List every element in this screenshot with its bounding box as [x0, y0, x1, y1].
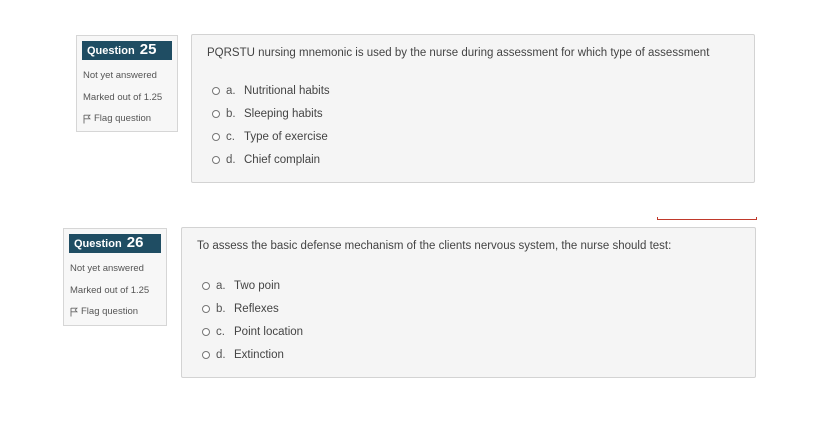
question-text: PQRSTU nursing mnemonic is used by the nurse during assessment for which type of assessment	[207, 47, 710, 59]
answer-letter: b.	[226, 107, 236, 120]
flag-question-label: Flag question	[81, 306, 139, 317]
question-info-box	[76, 35, 178, 132]
flag-question-label: Flag question	[94, 113, 152, 124]
answer-letter: b.	[216, 302, 226, 315]
answer-text: Nutritional habits	[244, 84, 330, 97]
question-status: Not yet answered	[70, 263, 144, 274]
radio-button[interactable]	[202, 305, 210, 313]
answer-text: Chief complain	[244, 153, 321, 166]
flag-icon	[83, 114, 91, 124]
radio-button[interactable]	[212, 156, 220, 164]
answer-option[interactable]	[202, 343, 303, 366]
answer-letter: c.	[216, 325, 225, 338]
radio-button[interactable]	[202, 282, 210, 290]
answer-option[interactable]	[202, 297, 303, 320]
question-number: 25	[139, 41, 157, 58]
flag-question-link[interactable]	[83, 113, 172, 124]
question-number-badge	[82, 41, 172, 60]
answer-option[interactable]	[212, 148, 330, 171]
answer-text: Sleeping habits	[244, 107, 323, 120]
answer-option[interactable]	[212, 125, 330, 148]
question-number-badge	[69, 234, 161, 253]
answer-text: Type of exercise	[244, 130, 328, 143]
answer-letter: d.	[226, 153, 236, 166]
question-label: Question	[74, 238, 122, 250]
answer-letter: a.	[226, 84, 236, 97]
radio-button[interactable]	[212, 133, 220, 141]
divider-accent	[657, 217, 757, 220]
answer-text: Point location	[234, 325, 304, 338]
answer-text: Reflexes	[234, 302, 279, 315]
answer-list	[202, 274, 303, 366]
answer-list	[212, 79, 330, 171]
question-mark: Marked out of 1.25	[83, 92, 163, 103]
flag-icon	[70, 307, 78, 317]
question-number: 26	[126, 234, 144, 251]
radio-button[interactable]	[212, 110, 220, 118]
question-status: Not yet answered	[83, 70, 157, 81]
answer-text: Extinction	[234, 348, 284, 361]
question-content	[181, 227, 756, 378]
answer-option[interactable]	[212, 102, 330, 125]
question-label: Question	[87, 45, 135, 57]
answer-option[interactable]	[202, 320, 303, 343]
answer-letter: a.	[216, 279, 226, 292]
question-content	[191, 34, 755, 183]
question-info-box	[63, 228, 167, 326]
radio-button[interactable]	[202, 351, 210, 359]
question-mark: Marked out of 1.25	[70, 285, 150, 296]
answer-option[interactable]	[202, 274, 303, 297]
answer-text: Two poin	[234, 279, 281, 292]
answer-option[interactable]	[212, 79, 330, 102]
question-text: To assess the basic defense mechanism of the clients nervous system, the nurse should test:	[197, 240, 672, 252]
radio-button[interactable]	[202, 328, 210, 336]
flag-question-link[interactable]	[70, 306, 161, 317]
answer-letter: c.	[226, 130, 235, 143]
answer-letter: d.	[216, 348, 226, 361]
radio-button[interactable]	[212, 87, 220, 95]
